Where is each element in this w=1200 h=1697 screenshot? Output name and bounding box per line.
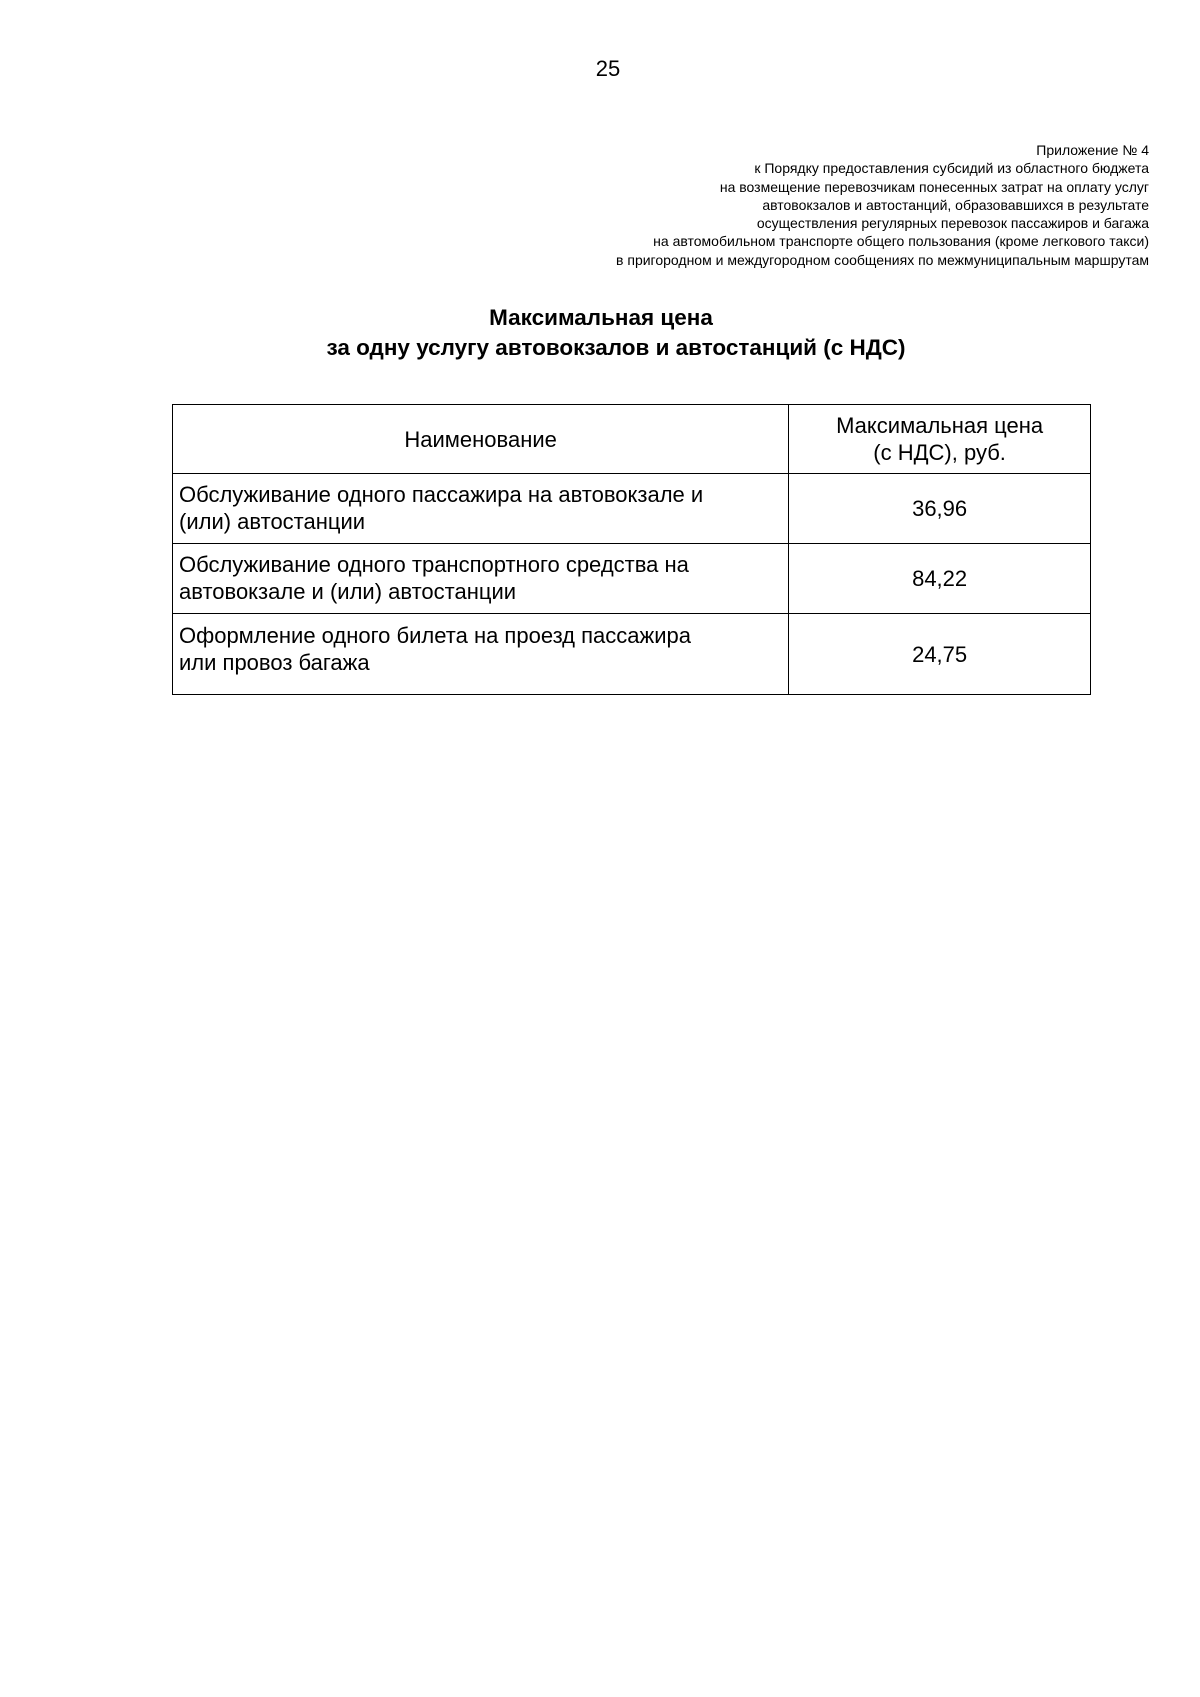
appendix-header (449, 141, 1149, 269)
service-name-cell (173, 614, 789, 695)
appendix-line: на автомобильном транспорте общего пользования (кроме легкового такси) (653, 233, 1149, 250)
page-number: 25 (595, 56, 621, 81)
column-header-name: Наименование (173, 405, 789, 474)
title-line: за одну услугу автовокзалов и автостанций (с НДС) (326, 335, 906, 360)
service-name-line: автовокзале и (или) автостанции (179, 579, 517, 604)
table-row (173, 474, 1091, 544)
service-name-line: Обслуживание одного транспортного средства на (179, 552, 689, 577)
service-name-line: или провоз багажа (179, 650, 370, 675)
service-name-cell (173, 544, 789, 614)
appendix-line: осуществления регулярных перевозок пассажиров и багажа (756, 215, 1149, 232)
appendix-line: на возмещение перевозчикам понесенных затрат на оплату услуг (719, 178, 1149, 195)
service-name-line: Оформление одного билета на проезд пассажира (179, 623, 691, 648)
service-price-cell: 36,96 (789, 474, 1091, 544)
service-name-line: (или) автостанции (179, 509, 366, 534)
service-name-cell (173, 474, 789, 544)
table-row (173, 614, 1091, 695)
title-line: Максимальная цена (489, 305, 713, 330)
appendix-line: к Порядку предоставления субсидий из областного бюджета (754, 160, 1149, 177)
service-price-cell: 84,22 (789, 544, 1091, 614)
appendix-line: автовокзалов и автостанций, образовавшихся в результате (762, 196, 1149, 213)
service-price-cell: 24,75 (789, 614, 1091, 695)
price-table (172, 404, 1091, 695)
table-header-row (173, 405, 1091, 474)
column-header-price-line: (с НДС), руб. (873, 440, 1006, 465)
document-title (0, 303, 1200, 363)
appendix-line: в пригородном и междугородном сообщениях по межмуниципальным маршрутам (616, 251, 1149, 268)
column-header-price-line: Максимальная цена (836, 413, 1044, 438)
table-row (173, 544, 1091, 614)
column-header-price (789, 405, 1091, 474)
service-name-line: Обслуживание одного пассажира на автовокзале и (179, 482, 704, 507)
appendix-line: Приложение № 4 (1036, 142, 1149, 158)
